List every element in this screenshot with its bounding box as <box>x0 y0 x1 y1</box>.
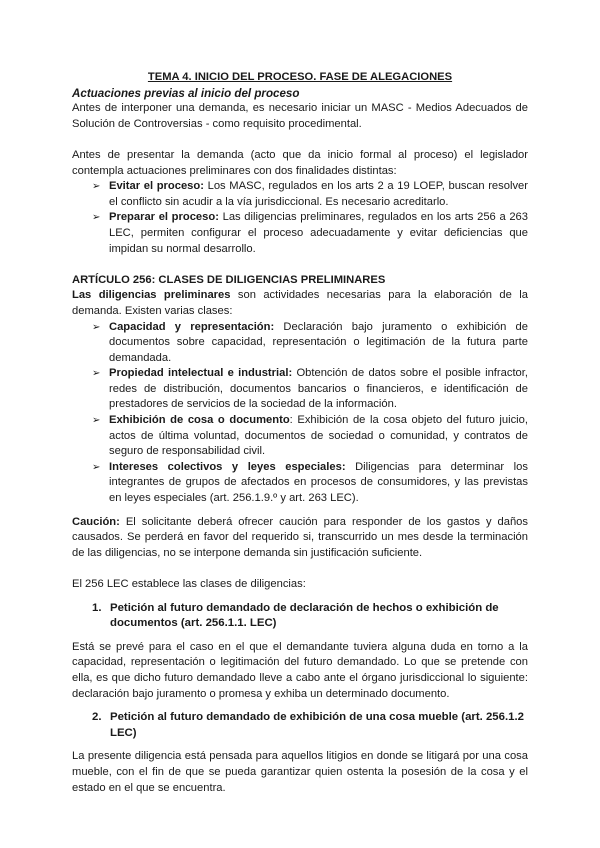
list-item-term: Preparar el proceso: <box>109 211 219 224</box>
section-heading: ARTÍCULO 256: CLASES DE DILIGENCIAS PRELIMINARES <box>72 273 386 286</box>
paragraph-caucion <box>72 515 528 562</box>
numbered-heading-text: Petición al futuro demandado de exhibición de una cosa mueble (art. 256.1.2 LEC) <box>110 711 524 739</box>
caucion-term: Caución: <box>72 515 120 528</box>
numbered-heading-2 <box>72 710 528 741</box>
document-page <box>72 70 528 796</box>
section-subtitle: Actuaciones previas al inicio del proceso <box>72 86 300 100</box>
intro-term: Las diligencias preliminares <box>72 289 231 302</box>
list-item-text: Los MASC, regulados en los arts 2 a 19 LOEP, buscan resolver el conflicto sin acudir a la vía jurisdiccional. Es necesario acreditarlo. <box>109 180 528 208</box>
arrowhead-bullet-icon: ➢ <box>92 415 101 427</box>
arrowhead-bullet-icon: ➢ <box>92 461 101 473</box>
list-item-text: Obtención de datos sobre el posible infractor, redes de distribución, documentos bancarios o financieros, e identificación de prestadores de servicios de la sociedad de la información. <box>109 367 528 411</box>
page-title: TEMA 4. INICIO DEL PROCESO. FASE DE ALEGACIONES <box>147 71 453 83</box>
item-number: 1. <box>92 601 102 614</box>
list-item-text: Diligencias para determinar los integrantes de grupos de afectados en procesos de consumidores, y las previstas en leyes especiales (art. 256.1.9.º y art. 263 LEC). <box>109 460 528 505</box>
paragraph-diligencias-intro <box>72 288 528 319</box>
list-item-term: Capacidad y representación: <box>109 320 275 333</box>
list-item-term: Evitar el proceso: <box>109 180 204 193</box>
numbered-heading-text: Petición al futuro demandado de declaración de hechos o exhibición de documentos (art. 256.1.1. LEC) <box>110 601 499 630</box>
list-item-text: Las diligencias preliminares, regulados en los arts 256 a 263 LEC, permiten configurar el proceso adecuadamente y evitar deficiencias que impidan su normal desarrollo. <box>109 211 528 255</box>
item-number: 2. <box>92 711 102 724</box>
list-item <box>92 320 528 367</box>
list-item-term: Exhibición de cosa o documento <box>109 414 290 427</box>
paragraph-peticion-2: La presente diligencia está pensada para aquellos litigios en donde se litigará por una cosa mueble, con el fin de que se pueda garantizar quien ostenta la posesión de la cosa y el estado en el que se encuentra. <box>72 750 528 794</box>
list-item <box>92 460 528 507</box>
paragraph-peticion-1: Está se prevé para el caso en el que el demandante tuviera alguna duda en torno a la capacidad, representación o legitimación del futuro demandado. Lo que se pretende con ella, es que dicho futuro demandado lleve a cabo ante el órgano jurisdiccional lo siguiente: declaración bajo juramento o promesa y exhiba un determinado documento. <box>72 640 528 700</box>
list-item <box>92 413 528 460</box>
list-item <box>92 210 528 257</box>
numbered-item <box>92 601 528 632</box>
list-item-text: : Exhibición de la cosa objeto del futuro juicio, actos de última voluntad, documentos de sociedad o comunidad, y contratos de seguro de responsabilidad civil. <box>109 414 528 458</box>
arrowhead-bullet-icon: ➢ <box>92 321 101 333</box>
list-item-term: Propiedad intelectual e industrial: <box>109 367 293 380</box>
bullet-list-clases <box>72 320 528 507</box>
bullet-list-finalidades <box>72 179 528 257</box>
list-item <box>92 179 528 210</box>
caucion-text: El solicitante deberá ofrecer caución para responder de los gastos y daños causados. Se perderá en favor del requerido si, transcurrido un mes desde la terminación de las diligencias, no se interpone demanda sin justificación suficiente. <box>72 515 528 559</box>
numbered-item <box>92 710 528 741</box>
list-item-text: Declaración bajo juramento o exhibición de documentos sobre capacidad, representación o legitimación de la futura parte demandada. <box>109 320 528 364</box>
paragraph-masc: Antes de interponer una demanda, es necesario iniciar un MASC - Medios Adecuados de Solución de Controversias - como requisito procedimental. <box>72 102 528 130</box>
list-item-term: Intereses colectivos y leyes especiales: <box>109 460 346 473</box>
paragraph-actuaciones: Antes de presentar la demanda (acto que da inicio formal al proceso) el legislador contempla actuaciones preliminares con dos finalidades distintas: <box>72 148 528 177</box>
arrowhead-bullet-icon: ➢ <box>92 212 101 224</box>
arrowhead-bullet-icon: ➢ <box>92 181 101 193</box>
intro-text: son actividades necesarias para la elaboración de la demanda. Existen varias clases: <box>72 289 528 317</box>
arrowhead-bullet-icon: ➢ <box>92 368 101 380</box>
paragraph-clases: El 256 LEC establece las clases de diligencias: <box>72 578 306 590</box>
numbered-heading-1 <box>72 601 528 632</box>
list-item <box>92 366 528 413</box>
